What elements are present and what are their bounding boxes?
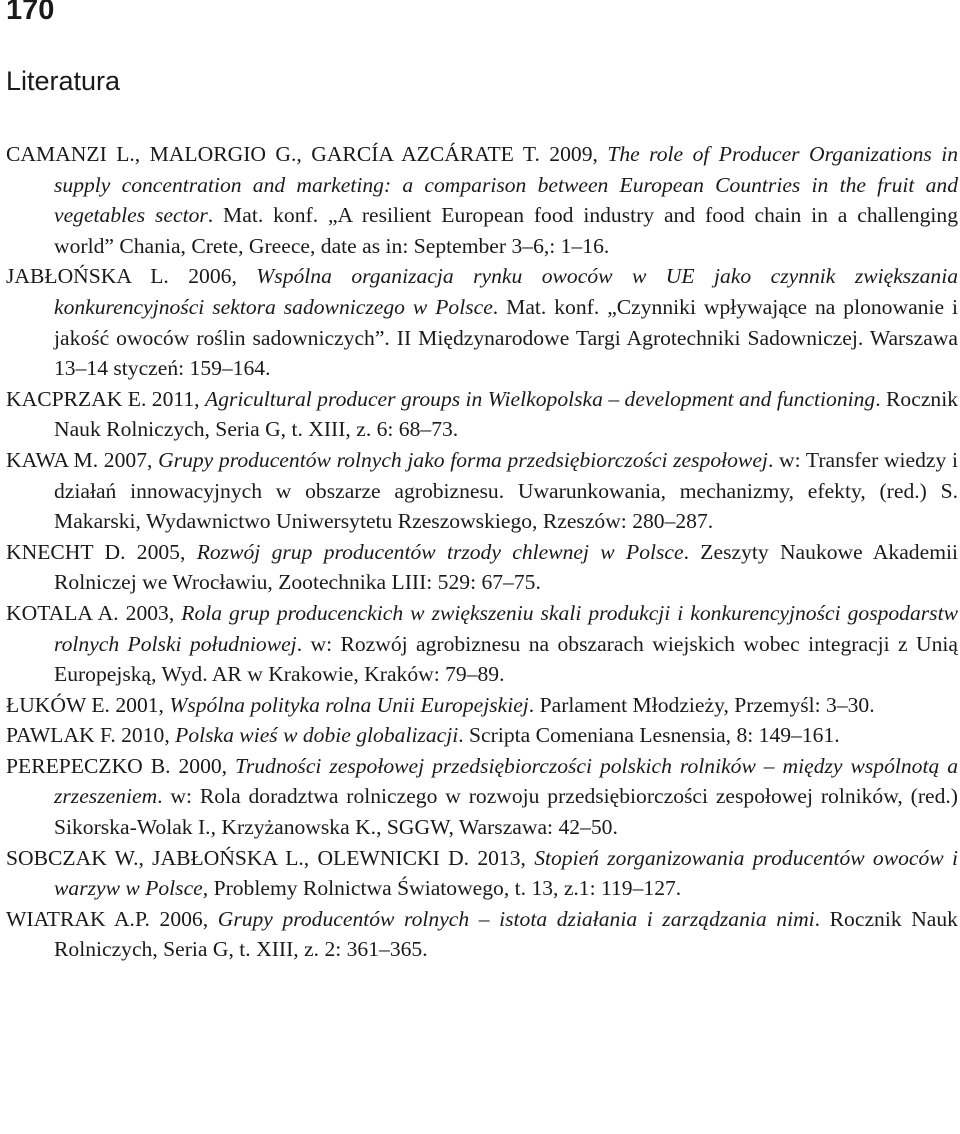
reference-author: KOTALA A. 2003, [6, 600, 182, 625]
reference-title: Wspólna organizacja rynku owoców w UE jako czynnik zwiększania konkurencyjności sektora sadowniczego w Polsce [54, 264, 959, 319]
reference-source: . Mat. konf. „A resilient European food industry and food chain in a challenging world” Chania, Crete, Greece, date as in: September 3–6,: 1–16. [54, 203, 958, 258]
reference-author: PAWLAK F. 2010, [6, 723, 176, 748]
reference-title: Rozwój grup producentów trzody chlewnej w Polsce [196, 539, 684, 564]
reference-source: . Zeszyty Naukowe Akademii Rolniczej we Wrocławiu, Zootechnika LIII: 529: 67–75. [54, 539, 958, 595]
reference-author: SOBCZAK W., JABŁOŃSKA L., OLEWNICKI D. 2013, [6, 845, 535, 870]
reference-author: WIATRAK A.P. 2006, [6, 906, 218, 931]
reference-item [6, 139, 958, 261]
reference-source: . w: Rozwój agrobiznesu na obszarach wiejskich wobec integracji z Unią Europejską, Wyd. AR w Krakowie, Kraków: 79–89. [54, 631, 958, 687]
reference-title: Polska wieś w dobie globalizacji [175, 723, 459, 748]
reference-list [6, 139, 958, 965]
reference-source: , Problemy Rolnictwa Światowego, t. 13, z.1: 119–127. [202, 876, 682, 901]
reference-title: Grupy producentów rolnych jako forma przedsiębiorczości zespołowej [158, 447, 768, 472]
reference-source: . Parlament Młodzieży, Przemyśl: 3–30. [528, 692, 875, 717]
reference-source: . Mat. konf. „Czynniki wpływające na plonowanie i jakość owoców roślin sadowniczych”. II Międzynarodowe Targi Agrotechniki Sadowniczej. Warszawa 13–14 styczeń: 159–164. [54, 294, 958, 381]
reference-author: ŁUKÓW E. 2001, [6, 692, 170, 717]
reference-item [6, 537, 958, 598]
reference-author: JABŁOŃSKA L. 2006, [6, 264, 257, 289]
reference-item [6, 445, 958, 537]
reference-title: Rola grup producenckich w zwiększeniu skali produkcji i konkurencyjności gospodarstw rolnych Polski południowej [54, 600, 958, 656]
reference-item [6, 843, 958, 904]
reference-source: . Rocznik Nauk Rolniczych, Seria G, t. XIII, z. 6: 68–73. [54, 386, 958, 442]
reference-source: . Scripta Comeniana Lesnensia, 8: 149–161. [458, 723, 840, 748]
reference-author: KAWA M. 2007, [6, 447, 159, 472]
page-number: 170 [6, 0, 55, 26]
section-heading: Literatura [6, 66, 121, 96]
reference-source: . Rocznik Nauk Rolniczych, Seria G, t. XIII, z. 2: 361–365. [54, 906, 958, 962]
reference-title: Agricultural producer groups in Wielkopolska – development and functioning [205, 386, 876, 411]
reference-title: Wspólna polityka rolna Unii Europejskiej [169, 692, 529, 717]
reference-item [6, 598, 958, 690]
reference-item [6, 751, 958, 843]
reference-author: KNECHT D. 2005, [6, 539, 197, 564]
reference-title: The role of Producer Organizations in supply concentration and marketing: a comparison between European Countries in the fruit and vegetables sector [54, 142, 958, 228]
reference-author: CAMANZI L., MALORGIO G., GARCÍA AZCÁRATE T. 2009, [6, 142, 608, 166]
reference-author: PEREPECZKO B. 2000, [6, 753, 236, 778]
reference-item [6, 384, 958, 445]
reference-title: Trudności zespołowej przedsiębiorczości polskich rolników – między wspólnotą a zrzeszeniem [54, 753, 959, 809]
reference-author: KACPRZAK E. 2011, [6, 386, 205, 411]
reference-item [6, 261, 958, 383]
reference-item [6, 904, 958, 965]
reference-item [6, 690, 958, 721]
reference-title: Grupy producentów rolnych – istota działania i zarządzania nimi [217, 906, 815, 931]
reference-item [6, 720, 958, 751]
reference-source: . w: Transfer wiedzy i działań innowacyjnych w obszarze agrobiznesu. Uwarunkowania, mechanizmy, efekty, (red.) S. Makarski, Wydawnictwo Uniwersytetu Rzeszowskiego, Rzeszów: 280–287. [54, 447, 958, 534]
reference-title: Stopień zorganizowania producentów owoców i warzyw w Polsce [54, 845, 958, 901]
reference-source: . w: Rola doradztwa rolniczego w rozwoju przedsiębiorczości zespołowej rolników, (red.) Sikorska-Wolak I., Krzyżanowska K., SGGW, Warszawa: 42–50. [54, 784, 958, 840]
